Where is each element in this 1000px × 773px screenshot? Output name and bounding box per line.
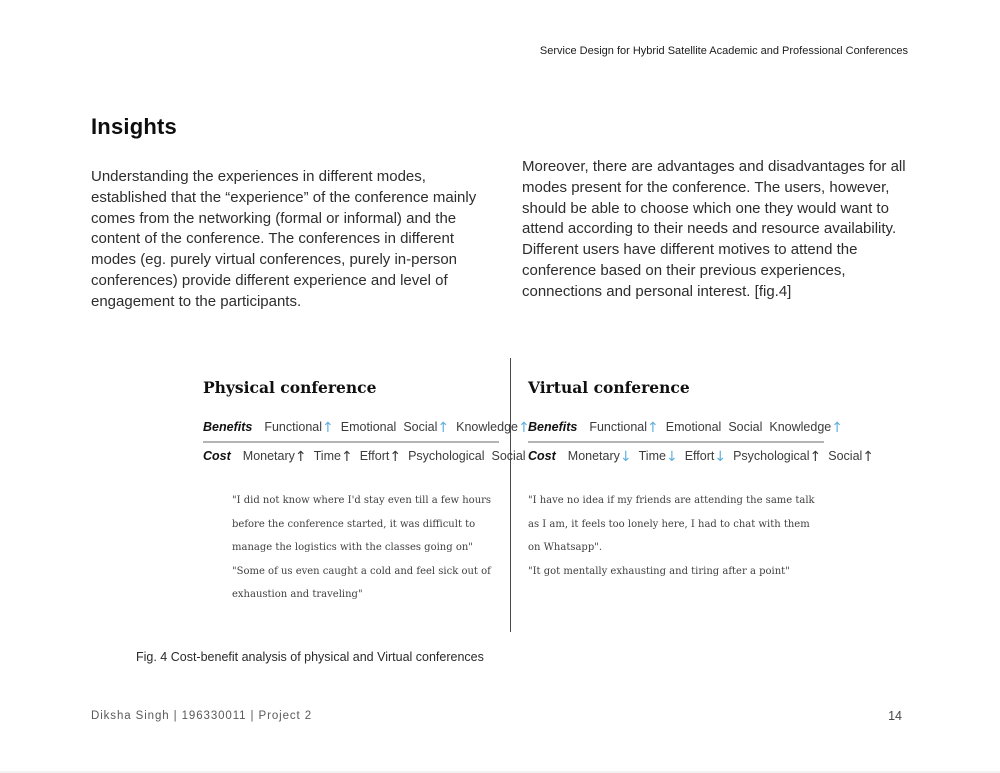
benefits-label: Benefits: [528, 420, 578, 434]
cost-row: [528, 449, 875, 465]
cost-items: [568, 449, 874, 463]
arrow-up-icon: ↑: [517, 420, 530, 436]
fig-item-label: Time: [638, 449, 666, 463]
fig-item-label: Psychological: [733, 449, 810, 463]
figure-caption: Fig. 4 Cost-benefit analysis of physical and Virtual conferences: [136, 650, 484, 664]
fig-item-label: Social: [491, 449, 526, 463]
arrow-up-icon: ↑: [831, 420, 843, 436]
fig-item: [314, 449, 353, 463]
arrow-down-icon: ↓: [619, 449, 632, 465]
fig-item: [264, 420, 333, 434]
footer-author-line: Diksha Singh | 196330011 | Project 2: [91, 710, 313, 722]
fig-item-label: Emotional: [665, 420, 722, 434]
cost-items: [243, 449, 526, 463]
fig-item: [360, 449, 401, 463]
section-heading: Physical conference: [203, 378, 377, 397]
quote: "I did not know where I'd stay even till a few hours before the conference started, it was difficult to manage the logistics with the classes going on": [232, 495, 492, 553]
section-heading: Virtual conference: [528, 378, 690, 397]
arrow-down-icon: ↓: [714, 449, 727, 465]
page-number: 14: [888, 709, 902, 723]
fig-item: [492, 449, 526, 463]
virtual-conference-section: [528, 378, 875, 583]
quotes-block: [528, 489, 822, 583]
fig-item-label: Social: [728, 420, 763, 434]
arrow-up-icon: ↑: [437, 420, 450, 436]
fig-item-label: Functional: [589, 420, 648, 434]
cost-label: Cost: [203, 449, 231, 463]
fig-item-label: Knowledge: [769, 420, 832, 434]
fig-item: [828, 449, 874, 463]
arrow-down-icon: ↓: [665, 449, 678, 465]
arrow-up-icon: ↑: [340, 449, 353, 465]
fig-item-label: Monetary: [567, 449, 620, 463]
fig-item-label: Functional: [264, 420, 323, 434]
quote: "Some of us even caught a cold and feel sick out of exhaustion and traveling": [232, 565, 491, 600]
fig-item: [685, 449, 726, 463]
quotes-block: [232, 489, 496, 607]
fig-item: [728, 420, 762, 434]
fig-item: [666, 420, 722, 434]
benefits-row: [528, 420, 843, 443]
quote: "I have no idea if my friends are attending the same talk as I am, it feels too lonely here, I had to chat with them on Whatsapp".: [528, 495, 815, 553]
fig-item: [243, 449, 307, 463]
fig-item: [568, 449, 632, 463]
cost-label: Cost: [528, 449, 556, 463]
fig-item-label: Knowledge: [456, 420, 518, 434]
arrow-up-icon: ↑: [389, 449, 402, 465]
arrow-up-icon: ↑: [862, 449, 875, 465]
fig-item: [408, 449, 484, 463]
arrow-up-icon: ↑: [647, 420, 659, 436]
fig-item-label: Effort: [359, 449, 390, 463]
fig-item-label: Effort: [684, 449, 715, 463]
fig-item-label: Emotional: [340, 420, 397, 434]
benefits-items: [264, 420, 529, 434]
arrow-up-icon: ↑: [809, 449, 822, 465]
benefits-label: Benefits: [203, 420, 253, 434]
fig-item: [733, 449, 821, 463]
benefits-items: [589, 420, 843, 434]
figure-divider: [510, 358, 511, 632]
intro-left-paragraph: Understanding the experiences in different modes, established that the “experience” of the conference mainly comes from the networking (formal or informal) and the content of the conference. The conferences in different modes (eg. purely virtual conferences, purely in-person conferences) provide different experience and level of engagement to the participants.: [91, 168, 477, 310]
arrow-up-icon: ↑: [322, 420, 334, 436]
fig-item: [403, 420, 449, 434]
page-header: Service Design for Hybrid Satellite Academic and Professional Conferences: [539, 45, 908, 57]
benefits-row: [203, 420, 530, 443]
fig-item: [769, 420, 843, 434]
fig-item: [639, 449, 678, 463]
intro-right-paragraph: Moreover, there are advantages and disadvantages for all modes present for the conference. The users, however, should be able to choose which one they would want to attend according to their needs and resource availability. Different users have different motives to attend the conference based on their previous experiences, connections and personal interest. [fig.4]: [522, 158, 906, 300]
fig-item-label: Social: [828, 449, 863, 463]
fig-item: [589, 420, 658, 434]
fig-item: [341, 420, 397, 434]
fig-item-label: Monetary: [242, 449, 295, 463]
physical-conference-section: [203, 378, 530, 607]
arrow-up-icon: ↑: [294, 449, 307, 465]
page-title: Insights: [91, 114, 177, 139]
fig-item-label: Time: [313, 449, 341, 463]
fig-item-label: Psychological: [408, 449, 485, 463]
fig-item: [456, 420, 530, 434]
fig-item-label: Social: [403, 420, 438, 434]
cost-row: [203, 449, 526, 465]
quote: "It got mentally exhausting and tiring after a point": [528, 565, 790, 577]
